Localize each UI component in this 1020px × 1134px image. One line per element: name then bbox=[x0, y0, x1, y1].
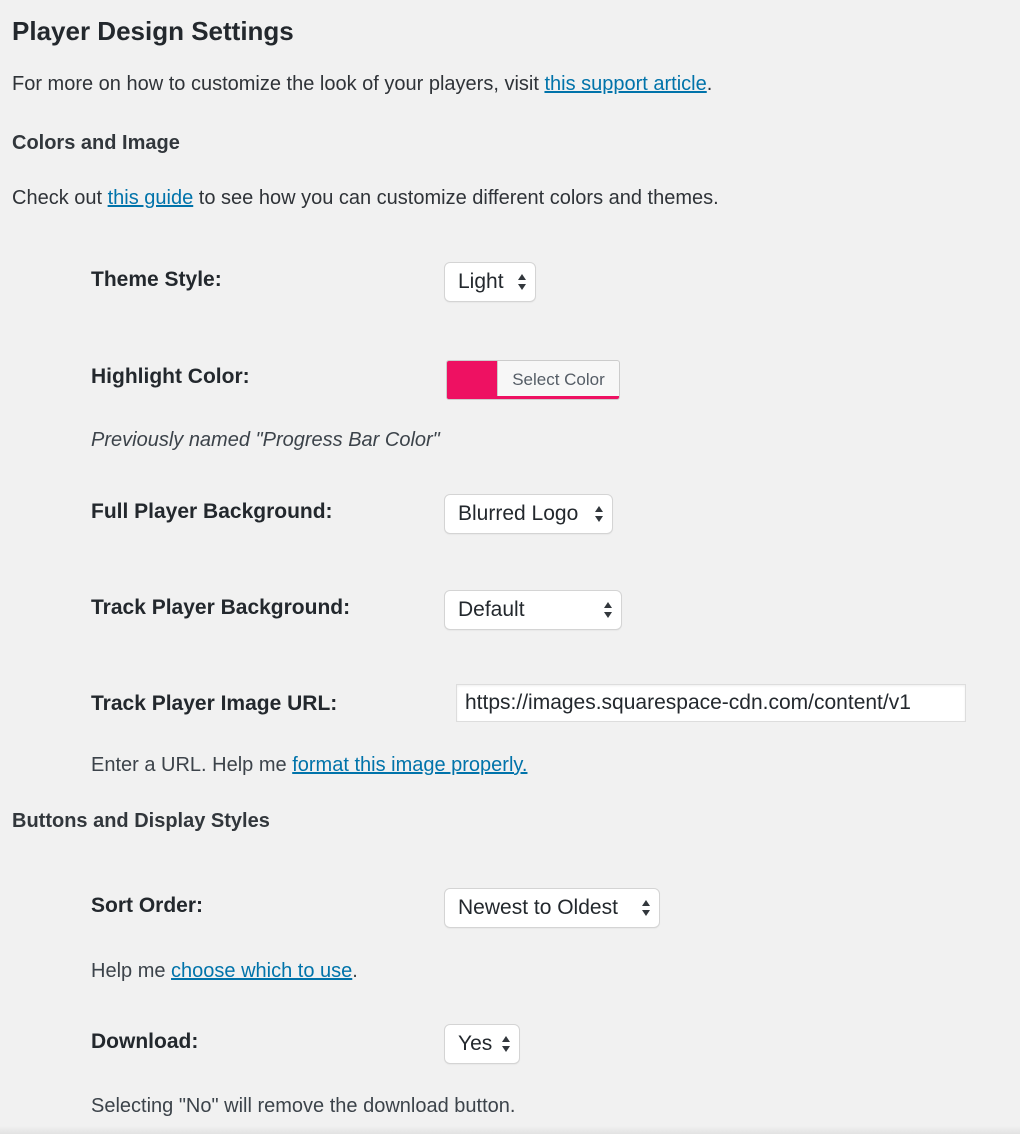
track-player-background-select[interactable] bbox=[444, 590, 622, 630]
track-player-image-url-input[interactable] bbox=[456, 684, 966, 722]
sort-order-label: Sort Order: bbox=[91, 894, 204, 917]
guide-paragraph bbox=[12, 184, 719, 212]
full-player-background-label: Full Player Background: bbox=[91, 500, 333, 523]
theme-style-label: Theme Style: bbox=[91, 268, 222, 291]
download-help: Selecting "No" will remove the download button. bbox=[91, 1095, 516, 1117]
intro-text: For more on how to customize the look of your players, visit bbox=[12, 73, 545, 95]
intro-paragraph bbox=[12, 70, 712, 98]
full-player-background-value: Blurred Logo bbox=[458, 502, 579, 525]
highlight-color-label: Highlight Color: bbox=[91, 365, 250, 388]
highlight-color-picker[interactable] bbox=[446, 360, 620, 400]
choose-which-link[interactable]: choose which to use bbox=[171, 960, 353, 982]
track-player-image-url-label: Track Player Image URL: bbox=[91, 692, 338, 715]
colors-section-heading: Colors and Image bbox=[12, 132, 180, 154]
format-image-link[interactable]: format this image properly. bbox=[292, 754, 528, 776]
full-player-background-select[interactable] bbox=[444, 494, 613, 534]
theme-style-value: Light bbox=[458, 270, 504, 293]
image-url-help bbox=[91, 751, 527, 779]
color-underline bbox=[447, 396, 620, 399]
intro-end: . bbox=[706, 73, 713, 95]
page-title: Player Design Settings bbox=[12, 16, 294, 46]
sort-order-help bbox=[91, 957, 358, 985]
select-arrows-icon bbox=[603, 599, 613, 621]
sort-order-help-prefix: Help me bbox=[91, 960, 172, 982]
guide-link[interactable]: this guide bbox=[107, 187, 194, 209]
download-select[interactable] bbox=[444, 1024, 520, 1064]
color-swatch bbox=[447, 361, 498, 399]
theme-style-select[interactable] bbox=[444, 262, 536, 302]
buttons-section-heading: Buttons and Display Styles bbox=[12, 810, 270, 832]
sort-order-help-suffix: . bbox=[352, 960, 358, 982]
page-bottom-shadow bbox=[0, 1126, 1020, 1134]
track-player-background-label: Track Player Background: bbox=[91, 596, 351, 619]
select-arrows-icon bbox=[517, 271, 527, 293]
sort-order-select[interactable] bbox=[444, 888, 660, 928]
select-arrows-icon bbox=[501, 1033, 511, 1055]
support-article-link[interactable]: this support article bbox=[544, 73, 707, 95]
sort-order-value: Newest to Oldest bbox=[458, 896, 618, 919]
select-arrows-icon bbox=[594, 503, 604, 525]
download-value: Yes bbox=[458, 1032, 493, 1055]
download-label: Download: bbox=[91, 1030, 199, 1053]
image-url-help-prefix: Enter a URL. Help me bbox=[91, 754, 293, 776]
select-color-button[interactable]: Select Color bbox=[512, 370, 605, 389]
highlight-color-note: Previously named "Progress Bar Color" bbox=[91, 429, 440, 451]
guide-suffix: to see how you can customize different colors and themes. bbox=[193, 187, 719, 209]
select-arrows-icon bbox=[641, 897, 651, 919]
guide-prefix: Check out bbox=[12, 187, 108, 209]
track-player-background-value: Default bbox=[458, 598, 525, 621]
